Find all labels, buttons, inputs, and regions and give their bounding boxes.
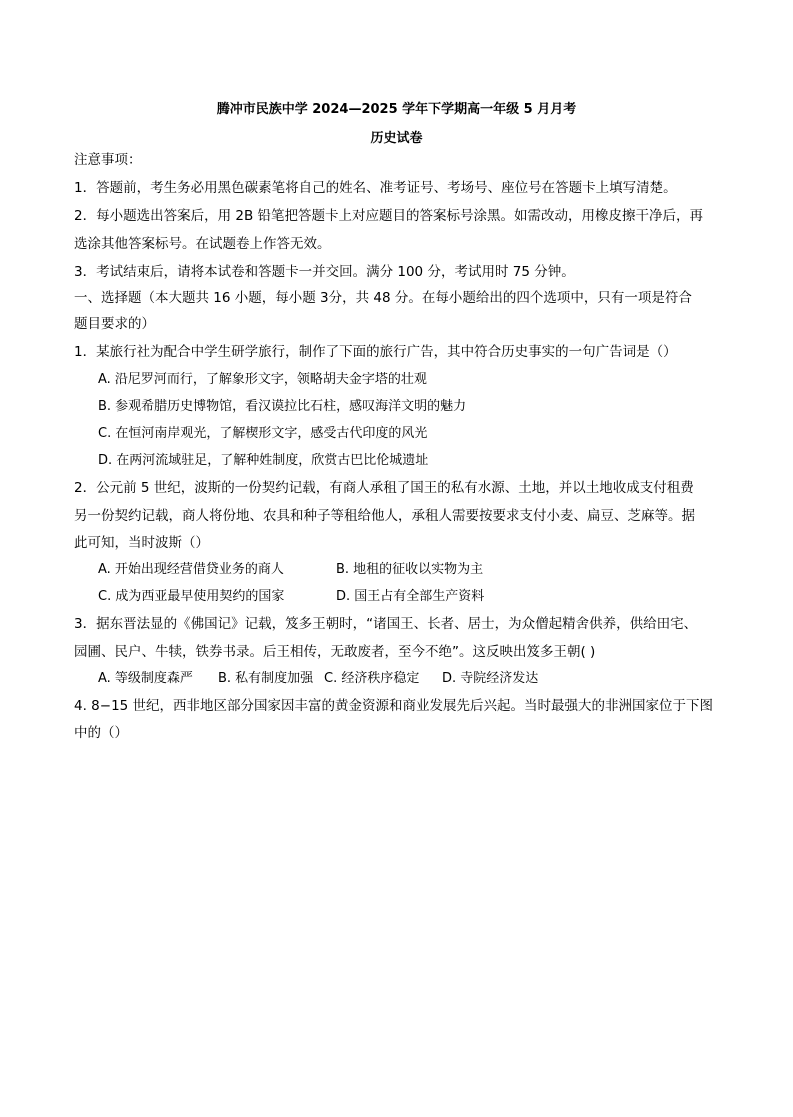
question-3-option-b: B. 私有制度加强	[218, 671, 314, 686]
question-2-option-b: B. 地租的征收以实物为主	[336, 562, 484, 577]
question-1-option-a: A. 沿尼罗河而行，了解象形文字，领略胡夫金字塔的壮观	[98, 372, 427, 387]
section-heading: 一、选择题（本大题共 16 小题，每小题 3分，共 48 分。在每小题给出的四个选项中，只有一项是符合	[74, 290, 692, 306]
notice-item-2-cont: 选涂其他答案标号。在试题卷上作答无效。	[74, 236, 331, 252]
question-1-option-b: B. 参观希腊历史博物馆，看汉谟拉比石柱，感叹海洋文明的魅力	[98, 399, 467, 414]
notice-item-2: 2．每小题选出答案后，用 2B 铅笔把答题卡上对应题目的答案标号涂黑。如需改动，用橡皮擦干净后，再	[74, 208, 704, 224]
question-2-option-c: C. 成为西亚最早使用契约的国家	[98, 589, 285, 604]
notice-item-3: 3．考试结束后，请将本试卷和答题卡一并交回。满分 100 分，考试用时 75 分钟。	[74, 264, 575, 280]
question-4-stem-line-2: 中的（）	[74, 725, 128, 741]
question-3-stem-line-1: 3．据东晋法显的《佛国记》记载，笈多王朝时，“诸国王、长者、居士，为众僧起精舍供养，供给田宅、	[74, 616, 698, 632]
question-2-stem-line-1: 2．公元前 5 世纪，波斯的一份契约记载，有商人承租了国王的私有水源、土地，并以土地收成支付租费	[74, 480, 694, 496]
notice-item-1: 1．答题前，考生务必用黑色碳素笔将自己的姓名、准考证号、考场号、座位号在答题卡上填写清楚。	[74, 180, 677, 196]
question-3-stem-line-2: 园圃、民户、牛犊，铁券书录。后王相传，无敢废者，至今不绝”。这反映出笈多王朝( )	[74, 644, 596, 660]
question-2-option-d: D. 国王占有全部生产资料	[336, 589, 485, 604]
question-2-option-a: A. 开始出现经营借贷业务的商人	[98, 562, 284, 577]
notice-heading: 注意事项：	[74, 152, 142, 168]
question-1-option-c: C. 在恒河南岸观光，了解楔形文字，感受古代印度的风光	[98, 426, 428, 441]
question-2-stem-line-2: 另一份契约记载，商人将份地、农具和种子等租给他人，承租人需要按要求支付小麦、扁豆、芝麻等。据	[74, 508, 695, 524]
exam-title: 腾冲市民族中学 2024—2025 学年下学期高一年级 5 月月考	[216, 102, 577, 117]
question-4-stem-line-1: 4. 8−15 世纪，西非地区部分国家因丰富的黄金资源和商业发展先后兴起。当时最强大的非洲国家位于下图	[74, 698, 714, 714]
question-1-stem: 1．某旅行社为配合中学生研学旅行，制作了下面的旅行广告，其中符合历史事实的一句广告词是（）	[74, 344, 677, 360]
question-2-stem-line-3: 此可知，当时波斯（）	[74, 535, 209, 551]
question-3-option-a: A. 等级制度森严	[98, 671, 193, 686]
exam-subtitle: 历史试卷	[370, 131, 423, 146]
section-heading-cont: 题目要求的）	[74, 316, 155, 332]
question-3-option-d: D. 寺院经济发达	[442, 671, 539, 686]
question-1-option-d: D. 在两河流域驻足，了解种姓制度，欣赏古巴比伦城遗址	[98, 453, 429, 468]
question-3-option-c: C. 经济秩序稳定	[324, 671, 420, 686]
